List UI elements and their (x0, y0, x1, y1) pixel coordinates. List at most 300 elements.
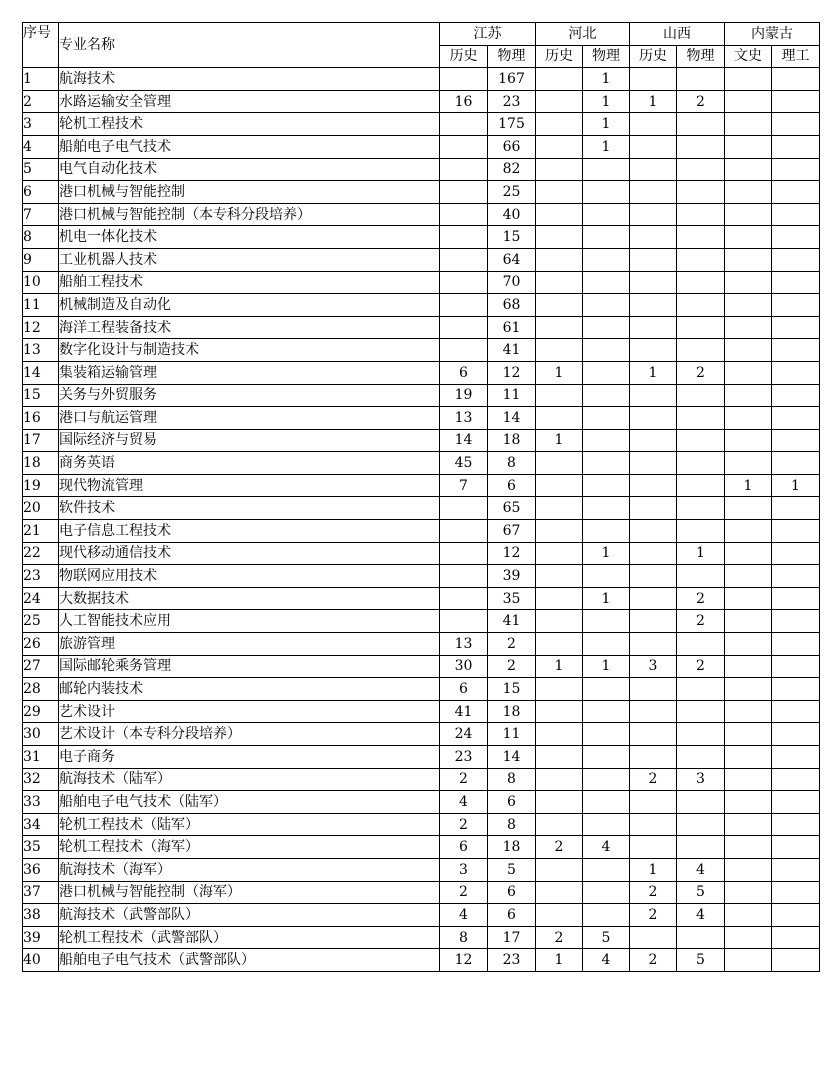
neimenggu-arts-cell (725, 565, 772, 588)
major-name-cell: 机械制造及自动化 (59, 294, 440, 317)
neimenggu-arts-cell (725, 678, 772, 701)
shanxi-history-cell (630, 497, 677, 520)
jiangsu-physics-cell: 61 (488, 316, 536, 339)
hebei-history-cell (536, 452, 583, 475)
major-name-cell: 船舶电子电气技术（陆军） (59, 791, 440, 814)
hebei-physics-cell (583, 294, 630, 317)
hebei-physics-cell (583, 768, 630, 791)
major-name-cell: 船舶电子电气技术 (59, 135, 440, 158)
seq-cell: 6 (23, 181, 59, 204)
jiangsu-physics-cell: 67 (488, 520, 536, 543)
jiangsu-history-cell: 2 (440, 881, 488, 904)
shanxi-history-cell (630, 339, 677, 362)
shanxi-physics-cell (677, 113, 725, 136)
neimenggu-science-cell (772, 271, 820, 294)
seq-cell: 8 (23, 226, 59, 249)
shanxi-history-cell (630, 565, 677, 588)
jiangsu-history-cell (440, 203, 488, 226)
shanxi-physics-cell: 2 (677, 655, 725, 678)
subject-header: 历史 (536, 45, 583, 68)
shanxi-history-cell: 1 (630, 858, 677, 881)
major-name-cell: 邮轮内装技术 (59, 678, 440, 701)
jiangsu-physics-cell: 23 (488, 90, 536, 113)
shanxi-physics-cell (677, 452, 725, 475)
neimenggu-science-cell (772, 68, 820, 91)
jiangsu-history-cell (440, 520, 488, 543)
seq-cell: 21 (23, 520, 59, 543)
jiangsu-history-cell (440, 497, 488, 520)
seq-cell: 32 (23, 768, 59, 791)
shanxi-physics-cell: 2 (677, 610, 725, 633)
neimenggu-science-cell (772, 384, 820, 407)
seq-cell: 16 (23, 407, 59, 430)
hebei-history-cell (536, 610, 583, 633)
jiangsu-physics-cell: 39 (488, 565, 536, 588)
neimenggu-arts-cell: 1 (725, 474, 772, 497)
table-row (23, 158, 820, 181)
shanxi-physics-cell: 2 (677, 587, 725, 610)
hebei-history-cell (536, 384, 583, 407)
major-name-cell: 航海技术（武警部队） (59, 904, 440, 927)
hebei-history-cell: 1 (536, 361, 583, 384)
seq-cell: 25 (23, 610, 59, 633)
jiangsu-physics-cell: 6 (488, 904, 536, 927)
neimenggu-science-cell (772, 113, 820, 136)
neimenggu-science-cell (772, 813, 820, 836)
major-name-cell: 电子商务 (59, 746, 440, 769)
hebei-physics-cell (583, 565, 630, 588)
shanxi-history-cell (630, 836, 677, 859)
shanxi-physics-cell (677, 678, 725, 701)
jiangsu-physics-cell: 8 (488, 452, 536, 475)
neimenggu-arts-cell (725, 248, 772, 271)
hebei-physics-cell (583, 791, 630, 814)
seq-cell: 24 (23, 587, 59, 610)
seq-cell: 35 (23, 836, 59, 859)
seq-cell: 27 (23, 655, 59, 678)
jiangsu-history-cell: 6 (440, 678, 488, 701)
jiangsu-physics-cell: 167 (488, 68, 536, 91)
hebei-physics-cell: 1 (583, 135, 630, 158)
shanxi-history-cell (630, 407, 677, 430)
neimenggu-arts-cell (725, 113, 772, 136)
major-name-cell: 工业机器人技术 (59, 248, 440, 271)
hebei-physics-cell (583, 474, 630, 497)
table-row (23, 746, 820, 769)
shanxi-history-cell: 1 (630, 90, 677, 113)
hebei-physics-cell (583, 452, 630, 475)
neimenggu-arts-cell (725, 633, 772, 656)
neimenggu-science-cell (772, 836, 820, 859)
hebei-history-cell: 2 (536, 836, 583, 859)
table-row (23, 271, 820, 294)
hebei-physics-cell (583, 226, 630, 249)
shanxi-physics-cell: 4 (677, 904, 725, 927)
jiangsu-physics-cell: 40 (488, 203, 536, 226)
table-row (23, 520, 820, 543)
shanxi-history-cell (630, 746, 677, 769)
neimenggu-arts-cell (725, 226, 772, 249)
table-row (23, 723, 820, 746)
hebei-history-cell (536, 181, 583, 204)
seq-cell: 10 (23, 271, 59, 294)
neimenggu-science-cell (772, 904, 820, 927)
seq-cell: 17 (23, 429, 59, 452)
hebei-history-cell (536, 813, 583, 836)
jiangsu-history-cell (440, 113, 488, 136)
hebei-history-cell (536, 271, 583, 294)
neimenggu-arts-cell (725, 813, 772, 836)
neimenggu-science-cell (772, 587, 820, 610)
hebei-history-cell: 1 (536, 429, 583, 452)
seq-cell: 3 (23, 113, 59, 136)
neimenggu-arts-cell (725, 90, 772, 113)
major-name-cell: 物联网应用技术 (59, 565, 440, 588)
table-row (23, 361, 820, 384)
table-row (23, 610, 820, 633)
shanxi-physics-cell (677, 700, 725, 723)
major-name-cell: 大数据技术 (59, 587, 440, 610)
major-name-cell: 软件技术 (59, 497, 440, 520)
jiangsu-physics-cell: 15 (488, 226, 536, 249)
hebei-physics-cell: 1 (583, 587, 630, 610)
neimenggu-arts-cell (725, 904, 772, 927)
seq-cell: 7 (23, 203, 59, 226)
shanxi-history-cell (630, 113, 677, 136)
neimenggu-arts-cell (725, 181, 772, 204)
jiangsu-history-cell: 41 (440, 700, 488, 723)
jiangsu-history-cell (440, 542, 488, 565)
neimenggu-arts-cell (725, 339, 772, 362)
neimenggu-science-cell (772, 135, 820, 158)
hebei-history-cell (536, 678, 583, 701)
shanxi-history-cell (630, 633, 677, 656)
jiangsu-physics-cell: 66 (488, 135, 536, 158)
shanxi-physics-cell: 1 (677, 542, 725, 565)
seq-cell: 2 (23, 90, 59, 113)
jiangsu-history-cell (440, 181, 488, 204)
neimenggu-science-cell (772, 181, 820, 204)
jiangsu-physics-cell: 12 (488, 361, 536, 384)
major-name-cell: 集装箱运输管理 (59, 361, 440, 384)
jiangsu-physics-cell: 18 (488, 700, 536, 723)
hebei-physics-cell (583, 520, 630, 543)
neimenggu-arts-cell (725, 520, 772, 543)
shanxi-history-cell (630, 203, 677, 226)
hebei-history-cell (536, 520, 583, 543)
shanxi-history-cell (630, 610, 677, 633)
major-name-cell: 数字化设计与制造技术 (59, 339, 440, 362)
hebei-physics-cell: 4 (583, 836, 630, 859)
hebei-physics-cell: 5 (583, 926, 630, 949)
table-row (23, 655, 820, 678)
jiangsu-history-cell: 13 (440, 407, 488, 430)
jiangsu-history-cell: 14 (440, 429, 488, 452)
shanxi-history-cell (630, 384, 677, 407)
table-row (23, 429, 820, 452)
neimenggu-science-cell (772, 429, 820, 452)
hebei-history-cell (536, 587, 583, 610)
hebei-physics-cell (583, 858, 630, 881)
table-row (23, 316, 820, 339)
shanxi-physics-cell: 2 (677, 90, 725, 113)
table-row (23, 294, 820, 317)
table-row (23, 587, 820, 610)
neimenggu-arts-cell (725, 746, 772, 769)
neimenggu-science-cell: 1 (772, 474, 820, 497)
neimenggu-science-cell (772, 565, 820, 588)
neimenggu-arts-cell (725, 836, 772, 859)
hebei-history-cell (536, 723, 583, 746)
table-row (23, 881, 820, 904)
major-name-cell: 人工智能技术应用 (59, 610, 440, 633)
hebei-history-cell: 2 (536, 926, 583, 949)
hebei-history-cell (536, 700, 583, 723)
shanxi-history-cell (630, 926, 677, 949)
jiangsu-physics-cell: 14 (488, 746, 536, 769)
neimenggu-science-cell (772, 655, 820, 678)
jiangsu-history-cell (440, 587, 488, 610)
neimenggu-arts-cell (725, 68, 772, 91)
neimenggu-arts-cell (725, 316, 772, 339)
subject-header: 历史 (630, 45, 677, 68)
table-row (23, 858, 820, 881)
hebei-physics-cell: 1 (583, 113, 630, 136)
shanxi-physics-cell: 5 (677, 881, 725, 904)
hebei-physics-cell (583, 203, 630, 226)
shanxi-history-cell (630, 520, 677, 543)
jiangsu-history-cell: 12 (440, 949, 488, 972)
neimenggu-arts-cell (725, 700, 772, 723)
major-name-cell: 现代物流管理 (59, 474, 440, 497)
jiangsu-physics-cell: 65 (488, 497, 536, 520)
shanxi-physics-cell: 5 (677, 949, 725, 972)
jiangsu-history-cell: 45 (440, 452, 488, 475)
hebei-history-cell (536, 158, 583, 181)
neimenggu-science-cell (772, 746, 820, 769)
jiangsu-physics-cell: 8 (488, 768, 536, 791)
jiangsu-physics-cell: 2 (488, 633, 536, 656)
jiangsu-history-cell: 7 (440, 474, 488, 497)
jiangsu-physics-cell: 5 (488, 858, 536, 881)
seq-cell: 36 (23, 858, 59, 881)
neimenggu-science-cell (772, 610, 820, 633)
jiangsu-physics-cell: 6 (488, 474, 536, 497)
jiangsu-history-cell (440, 271, 488, 294)
shanxi-physics-cell (677, 158, 725, 181)
hebei-physics-cell (583, 610, 630, 633)
seq-header: 序号 (23, 23, 59, 68)
shanxi-history-cell: 3 (630, 655, 677, 678)
jiangsu-physics-cell: 64 (488, 248, 536, 271)
hebei-history-cell (536, 248, 583, 271)
shanxi-physics-cell (677, 474, 725, 497)
shanxi-history-cell (630, 587, 677, 610)
major-name-cell: 艺术设计 (59, 700, 440, 723)
shanxi-physics-cell (677, 633, 725, 656)
neimenggu-arts-cell (725, 271, 772, 294)
jiangsu-history-cell: 2 (440, 813, 488, 836)
neimenggu-arts-cell (725, 881, 772, 904)
seq-cell: 1 (23, 68, 59, 91)
shanxi-history-cell (630, 316, 677, 339)
jiangsu-history-cell (440, 339, 488, 362)
major-name-cell: 港口机械与智能控制（海军） (59, 881, 440, 904)
seq-cell: 12 (23, 316, 59, 339)
hebei-physics-cell (583, 678, 630, 701)
major-name-cell: 国际邮轮乘务管理 (59, 655, 440, 678)
hebei-history-cell (536, 339, 583, 362)
shanxi-physics-cell (677, 746, 725, 769)
neimenggu-arts-cell (725, 407, 772, 430)
seq-cell: 15 (23, 384, 59, 407)
hebei-physics-cell: 1 (583, 655, 630, 678)
hebei-physics-cell (583, 158, 630, 181)
subject-header: 历史 (440, 45, 488, 68)
jiangsu-history-cell (440, 68, 488, 91)
subject-header: 文史 (725, 45, 772, 68)
jiangsu-physics-cell: 2 (488, 655, 536, 678)
table-row (23, 926, 820, 949)
major-name-header: 专业名称 (59, 23, 440, 68)
neimenggu-science-cell (772, 90, 820, 113)
jiangsu-physics-cell: 68 (488, 294, 536, 317)
neimenggu-arts-cell (725, 723, 772, 746)
hebei-history-cell: 1 (536, 949, 583, 972)
jiangsu-history-cell (440, 565, 488, 588)
major-name-cell: 船舶工程技术 (59, 271, 440, 294)
shanxi-physics-cell: 3 (677, 768, 725, 791)
hebei-history-cell (536, 90, 583, 113)
neimenggu-arts-cell (725, 452, 772, 475)
major-name-cell: 电气自动化技术 (59, 158, 440, 181)
shanxi-history-cell (630, 271, 677, 294)
shanxi-history-cell (630, 248, 677, 271)
neimenggu-science-cell (772, 791, 820, 814)
hebei-history-cell (536, 904, 583, 927)
major-name-cell: 港口与航运管理 (59, 407, 440, 430)
table-row (23, 497, 820, 520)
major-name-cell: 海洋工程装备技术 (59, 316, 440, 339)
neimenggu-science-cell (772, 452, 820, 475)
neimenggu-science-cell (772, 881, 820, 904)
shanxi-history-cell (630, 68, 677, 91)
shanxi-history-cell (630, 452, 677, 475)
neimenggu-arts-cell (725, 587, 772, 610)
hebei-physics-cell: 1 (583, 68, 630, 91)
shanxi-history-cell (630, 429, 677, 452)
subject-header: 物理 (677, 45, 725, 68)
hebei-history-cell (536, 113, 583, 136)
hebei-history-cell (536, 881, 583, 904)
major-name-cell: 电子信息工程技术 (59, 520, 440, 543)
jiangsu-history-cell (440, 610, 488, 633)
jiangsu-physics-cell: 6 (488, 791, 536, 814)
neimenggu-science-cell (772, 294, 820, 317)
neimenggu-science-cell (772, 633, 820, 656)
shanxi-physics-cell: 2 (677, 361, 725, 384)
major-name-cell: 轮机工程技术（武警部队） (59, 926, 440, 949)
neimenggu-arts-cell (725, 949, 772, 972)
major-name-cell: 船舶电子电气技术（武警部队） (59, 949, 440, 972)
seq-cell: 9 (23, 248, 59, 271)
table-row (23, 904, 820, 927)
neimenggu-science-cell (772, 678, 820, 701)
jiangsu-history-cell: 6 (440, 836, 488, 859)
seq-cell: 26 (23, 633, 59, 656)
hebei-history-cell (536, 542, 583, 565)
neimenggu-arts-cell (725, 384, 772, 407)
neimenggu-science-cell (772, 858, 820, 881)
seq-cell: 13 (23, 339, 59, 362)
shanxi-history-cell (630, 294, 677, 317)
neimenggu-arts-cell (725, 158, 772, 181)
hebei-physics-cell (583, 248, 630, 271)
shanxi-physics-cell (677, 248, 725, 271)
neimenggu-science-cell (772, 226, 820, 249)
major-name-cell: 旅游管理 (59, 633, 440, 656)
jiangsu-history-cell: 8 (440, 926, 488, 949)
shanxi-history-cell (630, 678, 677, 701)
shanxi-history-cell (630, 791, 677, 814)
neimenggu-science-cell (772, 542, 820, 565)
shanxi-physics-cell (677, 316, 725, 339)
hebei-physics-cell (583, 407, 630, 430)
neimenggu-science-cell (772, 700, 820, 723)
hebei-physics-cell (583, 339, 630, 362)
major-name-cell: 航海技术 (59, 68, 440, 91)
shanxi-physics-cell (677, 497, 725, 520)
shanxi-history-cell: 2 (630, 881, 677, 904)
table-row (23, 565, 820, 588)
table-row (23, 949, 820, 972)
neimenggu-arts-cell (725, 497, 772, 520)
shanxi-history-cell (630, 813, 677, 836)
shanxi-physics-cell (677, 429, 725, 452)
jiangsu-physics-cell: 70 (488, 271, 536, 294)
neimenggu-arts-cell (725, 294, 772, 317)
hebei-physics-cell (583, 904, 630, 927)
seq-cell: 31 (23, 746, 59, 769)
jiangsu-history-cell: 23 (440, 746, 488, 769)
jiangsu-history-cell (440, 158, 488, 181)
jiangsu-history-cell (440, 248, 488, 271)
seq-cell: 14 (23, 361, 59, 384)
jiangsu-history-cell (440, 294, 488, 317)
shanxi-physics-cell (677, 294, 725, 317)
shanxi-physics-cell (677, 926, 725, 949)
neimenggu-arts-cell (725, 361, 772, 384)
seq-cell: 30 (23, 723, 59, 746)
seq-cell: 22 (23, 542, 59, 565)
hebei-physics-cell: 1 (583, 542, 630, 565)
province-header-shanxi: 山西 (630, 23, 725, 46)
hebei-history-cell (536, 316, 583, 339)
neimenggu-science-cell (772, 520, 820, 543)
hebei-history-cell (536, 407, 583, 430)
jiangsu-physics-cell: 25 (488, 181, 536, 204)
shanxi-physics-cell (677, 813, 725, 836)
neimenggu-arts-cell (725, 542, 772, 565)
shanxi-physics-cell: 4 (677, 858, 725, 881)
shanxi-physics-cell (677, 181, 725, 204)
jiangsu-history-cell: 13 (440, 633, 488, 656)
jiangsu-history-cell: 24 (440, 723, 488, 746)
neimenggu-arts-cell (725, 768, 772, 791)
hebei-physics-cell (583, 497, 630, 520)
hebei-history-cell (536, 633, 583, 656)
hebei-physics-cell (583, 384, 630, 407)
